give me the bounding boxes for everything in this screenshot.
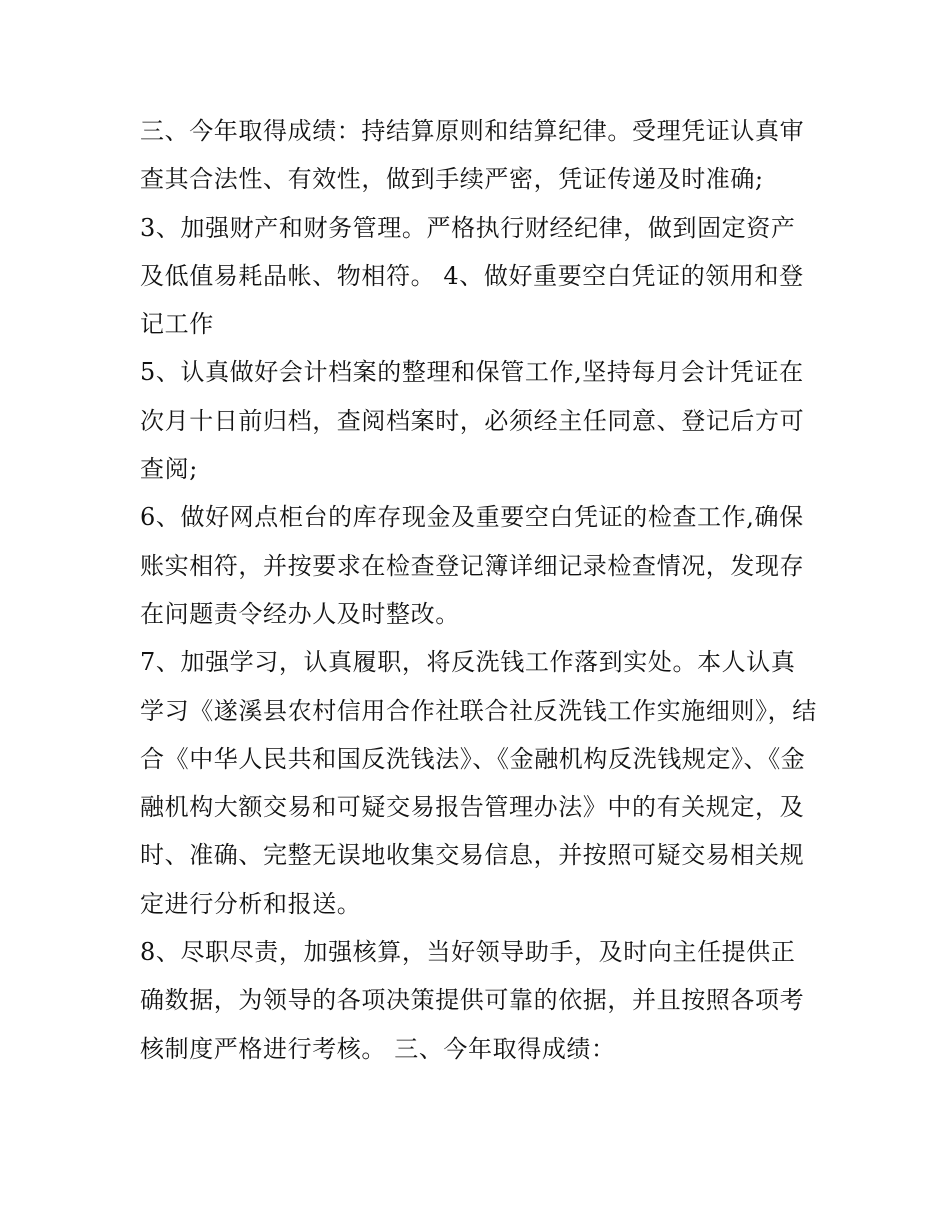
document-body [140, 107, 820, 1073]
paragraph-item-8: 8、尽职尽责，加强核算，当好领导助手，及时向主任提供正确数据，为领导的各项决策提供可靠的依据，并且按照各项考核制度严格进行考核。 三、今年取得成绩： [140, 938, 805, 1063]
paragraph-item-7: 7、加强学习，认真履职，将反洗钱工作落到实处。本人认真学习《遂溪县农村信用合作社联合社反洗钱工作实施细则》，结合《中华人民共和国反洗钱法》、《金融机构反洗钱规定》、《金融机构大额交易和可疑交易报告管理办法》中的有关规定，及时、准确、完整无误地收集交易信息，并按照可疑交易相关规定进行分析和报送。 [140, 648, 817, 918]
paragraph-item-5: 5、认真做好会计档案的整理和保管工作,坚持每月会计凭证在次月十日前归档，查阅档案时，必须经主任同意、登记后方可查阅; [140, 358, 805, 484]
paragraph-item-6: 6、做好网点柜台的库存现金及重要空白凭证的检查工作,确保账实相符，并按要求在检查登记簿详细记录检查情况，发现存在问题责令经办人及时整改。 [140, 503, 805, 628]
paragraph-achievements-intro: 三、今年取得成绩：持结算原则和结算纪律。受理凭证认真审查其合法性、有效性，做到手续严密，凭证传递及时准确; [140, 117, 805, 194]
paragraph-item-3: 3、加强财产和财务管理。严格执行财经纪律，做到固定资产及低值易耗品帐、物相符。 4、做好重要空白凭证的领用和登记工作 [140, 213, 804, 339]
